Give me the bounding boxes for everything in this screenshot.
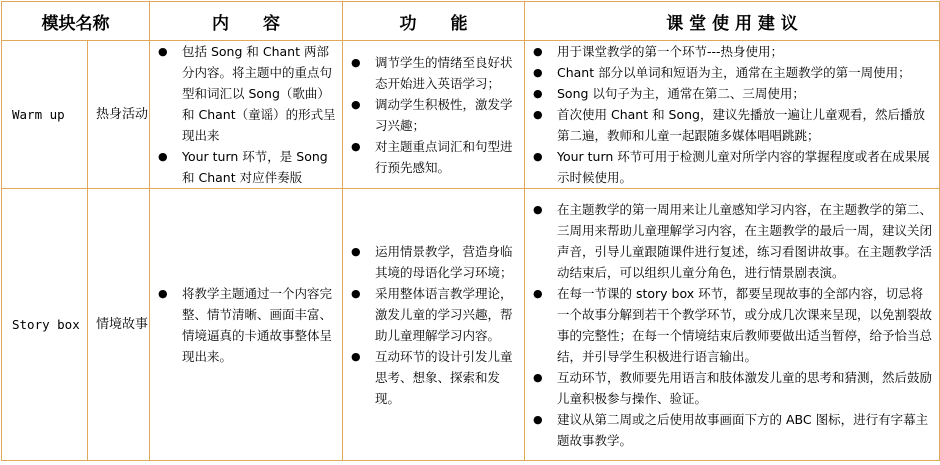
list-item: ● 采用整体语言教学理论，激发儿童的学习兴趣，帮助儿童理解学习内容。 xyxy=(343,283,520,346)
module-name-en: Warm up xyxy=(2,41,88,189)
list-item: ● Chant 部分以单词和短语为主，通常在主题教学的第一周使用； xyxy=(525,62,935,83)
header-function: 功 能 xyxy=(343,2,525,41)
list-item: ● 首次使用 Chant 和 Song，建议先播放一遍让儿童观看，然后播放第二遍，教师和儿童一起跟随多媒体唱唱跳跳； xyxy=(525,104,935,146)
list-item: ● 对主题重点词汇和句型进行预先感知。 xyxy=(343,136,520,178)
list-item: ● Song 以句子为主，通常在第二、三周使用； xyxy=(525,83,935,104)
list-item: ● 互动环节，教师要先用语言和肢体激发儿童的思考和猜测，然后鼓励儿童积极参与操作、验证。 xyxy=(525,367,935,409)
list-item: ● 建议从第二周或之后使用故事画面下方的 ABC 图标，进行有字幕主题故事教学。 xyxy=(525,409,935,451)
list-item: ● 将教学主题通过一个内容完整、情节清晰、画面丰富、情境逼真的卡通故事整体呈现出来。 xyxy=(150,283,336,367)
function-cell xyxy=(343,189,525,461)
list-item: ● 调动学生积极性，激发学习兴趣； xyxy=(343,94,520,136)
list-item: ● 互动环节的设计引发儿童思考、想象、探索和发现。 xyxy=(343,346,520,409)
suggestion-cell xyxy=(525,189,940,461)
header-module: 模块名称 xyxy=(2,2,150,41)
suggestion-cell xyxy=(525,41,940,189)
header-row xyxy=(2,2,940,41)
list-item: ● 调节学生的情绪至良好状态开始进入英语学习； xyxy=(343,52,520,94)
list-item: ● 运用情景教学，营造身临其境的母语化学习环境； xyxy=(343,241,520,283)
list-item: ● 用于课堂教学的第一个环节---热身使用； xyxy=(525,41,935,62)
table-row-warmup xyxy=(2,41,940,189)
module-name-cn: 情境故事 xyxy=(88,189,150,461)
header-suggestion: 课 堂 使 用 建 议 xyxy=(525,2,940,41)
curriculum-table xyxy=(1,1,940,461)
header-content: 内 容 xyxy=(150,2,343,41)
module-name-cn: 热身活动 xyxy=(88,41,150,189)
list-item: ● 包括 Song 和 Chant 两部分内容。将主题中的重点句型和词汇以 Song（歌曲）和 Chant（童谣）的形式呈现出来 xyxy=(150,41,336,146)
list-item: ● Your turn 环节可用于检测儿童对所学内容的掌握程度或者在成果展示时候使用。 xyxy=(525,146,935,188)
function-cell xyxy=(343,41,525,189)
content-cell xyxy=(150,41,343,189)
list-item: ● Your turn 环节，是 Song 和 Chant 对应伴奏版 xyxy=(150,146,336,188)
list-item: ● 在主题教学的第一周用来让儿童感知学习内容，在主题教学的第二、三周用来帮助儿童理解学习内容，在主题教学的最后一周，建议关闭声音，引导儿童跟随课件进行复述，练习看图讲故事。在主题教学活动结束后，可以组织儿童分角色，进行情景剧表演。 xyxy=(525,199,935,283)
module-name-en: Story box xyxy=(2,189,88,461)
list-item: ● 在每一节课的 story box 环节，都要呈现故事的全部内容，切忌将一个故事分解到若干个教学环节，或分成几次课来呈现，以免割裂故事的完整性；在每一个情境结束后教师要做出适当暂停，给予恰当总结，并引导学生积极进行语言输出。 xyxy=(525,283,935,367)
content-cell xyxy=(150,189,343,461)
table-row-storybox xyxy=(2,189,940,461)
